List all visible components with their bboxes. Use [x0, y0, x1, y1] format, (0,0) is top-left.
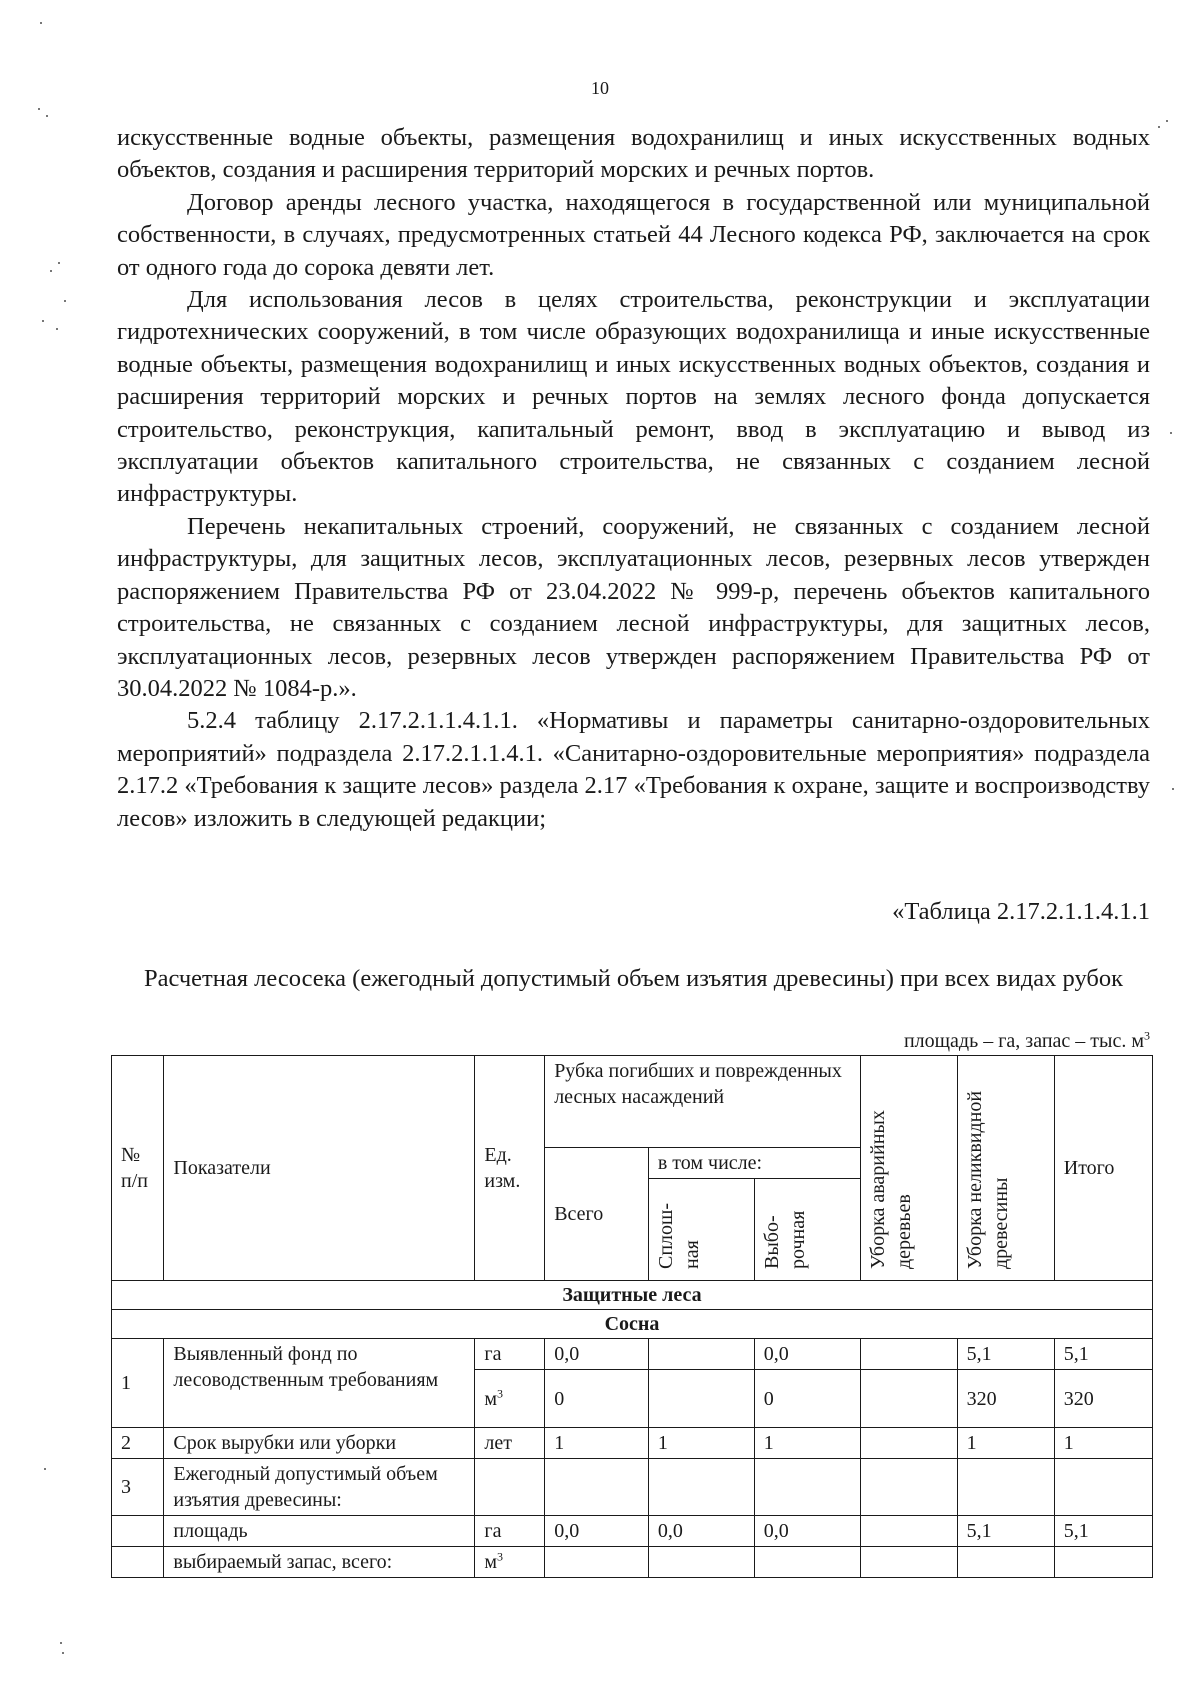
paragraph-4: Перечень некапитальных строений, сооружений, не связанных с созданием лесной инфраструктуры, для защитных лесов, эксплуатационных лесов, резервных лесов утвержден распоряжением Правительства РФ от 23.04.2022 № 999-р, перечень объектов капитального строительства, не связанных с созданием лесной инфраструктуры, для защитных лесов, эксплуатационных лесов, резервных лесов утвержден распоряжением Правительства РФ от 30.04.2022 № 1084-р.».	[117, 512, 1150, 702]
row-2-total-all: 1	[545, 1428, 649, 1459]
harvest-table	[111, 1055, 1153, 1578]
page-number: 10	[591, 78, 609, 98]
row-3a-unit: га	[475, 1516, 545, 1547]
row-1-sum: 5,1	[1054, 1339, 1152, 1370]
header-emergency-text: Уборка аварийных деревьев	[866, 1110, 915, 1269]
header-emergency	[860, 1056, 957, 1281]
row-3-unit	[475, 1459, 545, 1516]
row-3b-total-all	[545, 1547, 649, 1578]
row-3a-sum: 5,1	[1054, 1516, 1152, 1547]
row-2-indicator: Срок вырубки или уборки	[164, 1428, 475, 1459]
row-3-sum	[1054, 1459, 1152, 1516]
row-1b-emergency	[860, 1370, 957, 1428]
header-selective-text: Выбо-рочная	[760, 1210, 809, 1269]
row-3-nonliquid	[957, 1459, 1054, 1516]
row-1-emergency	[860, 1339, 957, 1370]
row-2-nonliquid: 1	[957, 1428, 1054, 1459]
row-1b-selective: 0	[754, 1370, 860, 1428]
row-1b-clear	[648, 1370, 754, 1428]
row-3a-selective: 0,0	[754, 1516, 860, 1547]
header-nonliquid-text: Уборка неликвидной древесины	[963, 1090, 1012, 1269]
header-total-all: Всего	[545, 1148, 649, 1281]
row-1-num: 1	[112, 1339, 164, 1428]
row-1b-unit-sup: 3	[497, 1385, 504, 1400]
row-3-emergency	[860, 1459, 957, 1516]
header-clear	[648, 1179, 754, 1281]
header-unit: Ед. изм.	[475, 1056, 545, 1281]
row-2-unit: лет	[475, 1428, 545, 1459]
row-1b-nonliquid: 320	[957, 1370, 1054, 1428]
section-forest-type: Защитные леса	[112, 1281, 1153, 1310]
row-3-indicator: Ежегодный допустимый объем изъятия древесины:	[164, 1459, 475, 1516]
row-3b-selective	[754, 1547, 860, 1578]
row-1-selective: 0,0	[754, 1339, 860, 1370]
row-3b-unit	[475, 1547, 545, 1578]
row-3b-clear	[648, 1547, 754, 1578]
paragraph-3: Для использования лесов в целях строительства, реконструкции и эксплуатации гидротехнических сооружений, в том числе образующих водохранилища и иные искусственные водные объекты, размещения водохранилищ и иных искусственных водных объектов, создания и расширения территорий морских и речных портов на землях лесного фонда допускается строительство, реконструкция, капитальный ремонт, ввод в эксплуатацию и вывод из эксплуатации объектов капитального строительства, не связанных с созданием лесной инфраструктуры.	[117, 286, 1150, 508]
row-2-selective: 1	[754, 1428, 860, 1459]
row-3b-nonliquid	[957, 1547, 1054, 1578]
row-1b-unit-base: м	[484, 1387, 498, 1410]
table-caption: «Таблица 2.17.2.1.1.4.1.1	[892, 898, 1150, 925]
row-1-unit: га	[475, 1339, 545, 1370]
row-1-clear	[648, 1339, 754, 1370]
row-2-clear: 1	[648, 1428, 754, 1459]
body-text	[117, 122, 1150, 835]
row-1b-total-all: 0	[545, 1370, 649, 1428]
header-selective	[754, 1179, 860, 1281]
section-species: Сосна	[112, 1310, 1153, 1339]
row-1-nonliquid: 5,1	[957, 1339, 1054, 1370]
row-2-sum: 1	[1054, 1428, 1152, 1459]
row-1b-unit	[475, 1370, 545, 1428]
row-1-indicator: Выявленный фонд по лесоводственным требованиям	[164, 1339, 475, 1428]
header-clear-text: Сплош-ная	[654, 1202, 703, 1269]
row-3b-unit-base: м	[484, 1551, 498, 1573]
row-3b-unit-sup: 3	[497, 1549, 504, 1564]
row-3a-nonliquid: 5,1	[957, 1516, 1054, 1547]
row-3-num: 3	[112, 1459, 164, 1516]
row-3b-num	[112, 1547, 164, 1578]
row-1-total-all: 0,0	[545, 1339, 649, 1370]
units-note-sup: 3	[1144, 1028, 1150, 1043]
row-3b-indicator: выбираемый запас, всего:	[164, 1547, 475, 1578]
header-damaged: Рубка погибших и поврежденных лесных насаждений	[545, 1056, 860, 1148]
header-sum: Итого	[1054, 1056, 1152, 1281]
row-3-clear	[648, 1459, 754, 1516]
row-3b-emergency	[860, 1547, 957, 1578]
row-3-total-all	[545, 1459, 649, 1516]
row-3a-clear: 0,0	[648, 1516, 754, 1547]
paragraph-2: Договор аренды лесного участка, находящегося в государственной или муниципальной собственности, в случаях, предусмотренных статьей 44 Лесного кодекса РФ, заключается на срок от одного года до сорока девяти лет.	[117, 188, 1150, 281]
units-note	[904, 1030, 1150, 1053]
row-2-emergency	[860, 1428, 957, 1459]
header-indicator: Показатели	[164, 1056, 475, 1281]
row-3a-indicator: площадь	[164, 1516, 475, 1547]
row-3-selective	[754, 1459, 860, 1516]
row-1b-sum: 320	[1054, 1370, 1152, 1428]
header-num: № п/п	[112, 1056, 164, 1281]
row-3a-emergency	[860, 1516, 957, 1547]
paragraph-5: 5.2.4 таблицу 2.17.2.1.1.4.1.1. «Нормативы и параметры санитарно-оздоровительных мероприятий» подраздела 2.17.2.1.1.4.1. «Санитарно-оздоровительные мероприятия» подраздела 2.17.2 «Требования к защите лесов» раздела 2.17 «Требования к охране, защите и воспроизводству лесов» изложить в следующей редакции;	[117, 707, 1150, 832]
header-including: в том числе:	[648, 1148, 860, 1179]
paragraph-1: искусственные водные объекты, размещения водохранилищ и иных искусственных водных объектов, создания и расширения территорий морских и речных портов.	[117, 124, 1150, 184]
row-3a-total-all: 0,0	[545, 1516, 649, 1547]
header-nonliquid	[957, 1056, 1054, 1281]
row-3b-sum	[1054, 1547, 1152, 1578]
units-note-text: площадь – га, запас – тыс. м	[903, 1030, 1144, 1052]
table-title: Расчетная лесосека (ежегодный допустимый объем изъятия древесины) при всех видах рубок	[143, 965, 1124, 992]
row-2-num: 2	[112, 1428, 164, 1459]
row-3a-num	[112, 1516, 164, 1547]
